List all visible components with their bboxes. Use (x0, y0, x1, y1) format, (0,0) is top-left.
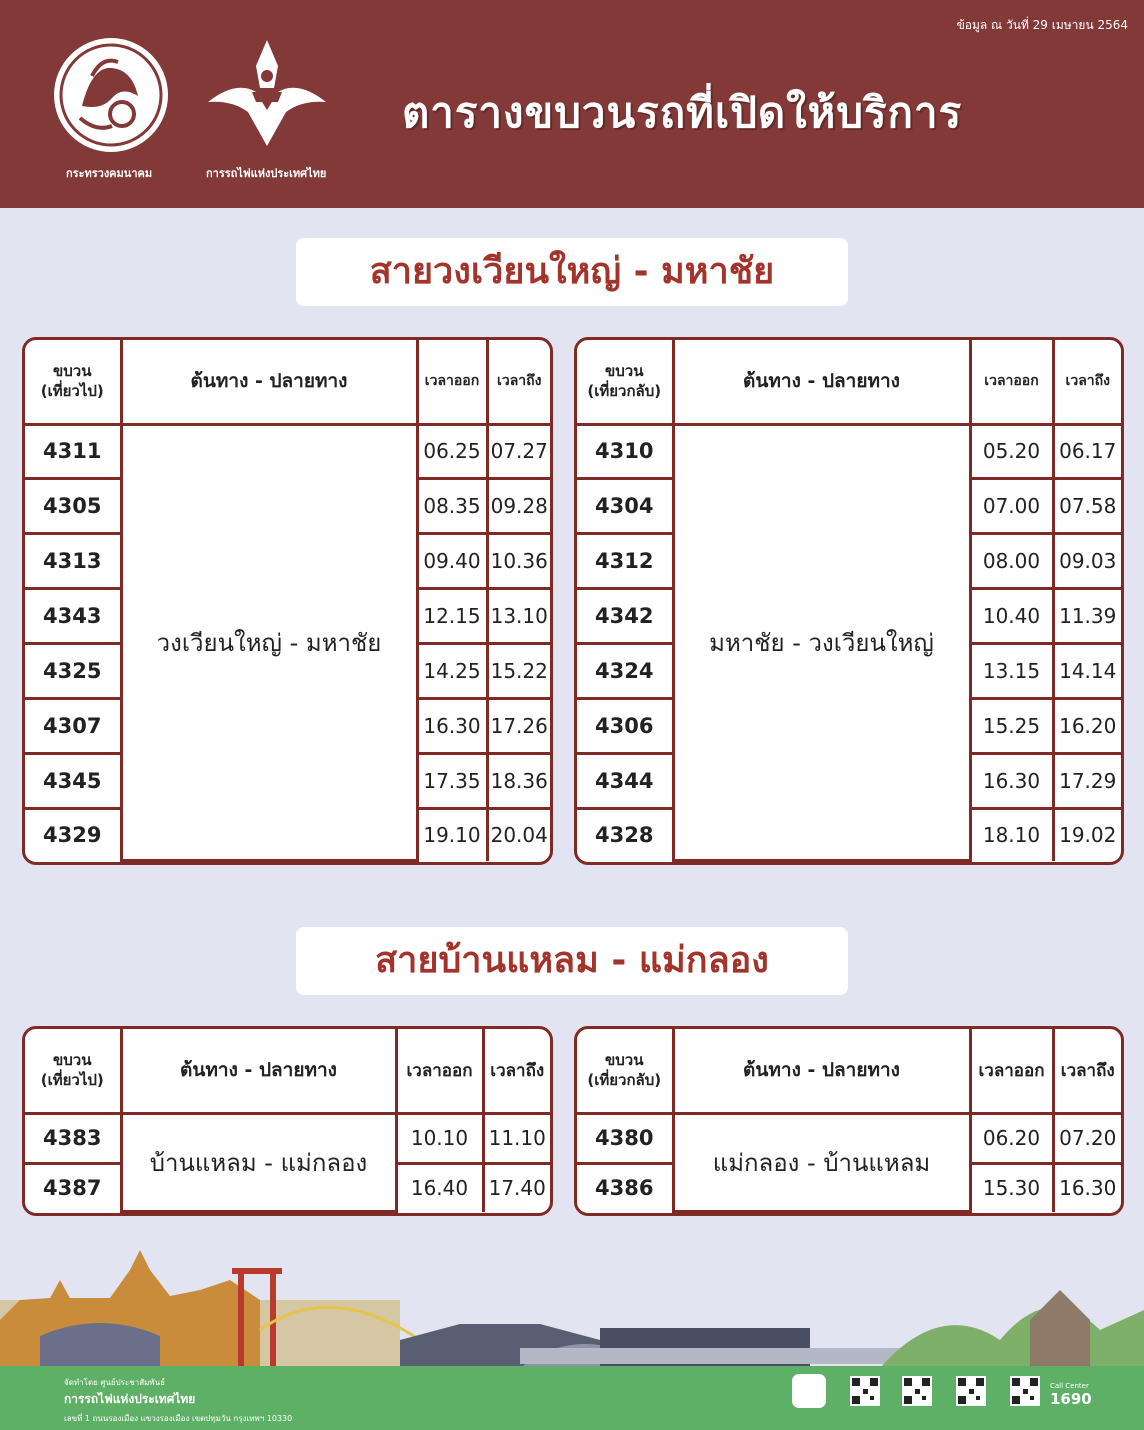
qr-code-icon[interactable] (1010, 1376, 1040, 1406)
header-arrive-time: เวลาถึง (1053, 1029, 1121, 1113)
footer-producer: จัดทำโดย ศูนย์ประชาสัมพันธ์ (64, 1378, 165, 1387)
arrive-time: 13.10 (487, 589, 550, 644)
header-depart-time: เวลาออก (417, 340, 487, 424)
arrive-time: 17.29 (1053, 754, 1121, 809)
qr-code-icon[interactable] (956, 1376, 986, 1406)
route-name: บ้านแหลม - แม่กลอง (121, 1113, 396, 1212)
timetable-banlaem-inbound (574, 1026, 1124, 1216)
arrive-time: 16.20 (1053, 699, 1121, 754)
qr-code-icon[interactable] (850, 1376, 880, 1406)
depart-time: 08.00 (970, 534, 1053, 589)
table-row (577, 424, 1121, 479)
train-number: 4313 (25, 534, 121, 589)
call-center-number: 1690 (1050, 1390, 1092, 1408)
arrive-time: 16.30 (1053, 1164, 1121, 1212)
table-row (577, 1113, 1121, 1164)
arrive-time: 11.10 (483, 1113, 550, 1164)
train-number: 4343 (25, 589, 121, 644)
train-number: 4328 (577, 809, 673, 861)
depart-time: 06.20 (970, 1113, 1053, 1164)
header-arrive-time: เวลาถึง (1053, 340, 1121, 424)
arrive-time: 09.03 (1053, 534, 1121, 589)
arrive-time: 07.27 (487, 424, 550, 479)
footer-org-name: การรถไฟแห่งประเทศไทย (64, 1392, 196, 1406)
train-number: 4329 (25, 809, 121, 861)
train-number: 4306 (577, 699, 673, 754)
train-number: 4324 (577, 644, 673, 699)
train-number: 4342 (577, 589, 673, 644)
header-train-number: ขบวน (เที่ยวไป) (25, 1029, 121, 1113)
call-center-label: Call Center (1050, 1382, 1089, 1390)
timetable-banlaem-outbound (22, 1026, 553, 1216)
depart-time: 16.40 (396, 1164, 483, 1212)
srt-caption: การรถไฟแห่งประเทศไทย (206, 167, 327, 180)
depart-time: 12.15 (417, 589, 487, 644)
arrive-time: 19.02 (1053, 809, 1121, 861)
footer-address: เลขที่ 1 ถนนรองเมือง แขวงรองเมือง เขตปทุมวัน กรุงเทพฯ 10330 (64, 1414, 293, 1423)
train-number: 4304 (577, 479, 673, 534)
train-number: 4312 (577, 534, 673, 589)
train-number: 4386 (577, 1164, 673, 1212)
data-date-note: ข้อมูล ณ วันที่ 29 เมษายน 2564 (956, 18, 1128, 32)
header-depart-time: เวลาออก (970, 340, 1053, 424)
arrive-time: 06.17 (1053, 424, 1121, 479)
arrive-time: 17.40 (483, 1164, 550, 1212)
depart-time: 17.35 (417, 754, 487, 809)
depart-time: 16.30 (417, 699, 487, 754)
arrive-time: 10.36 (487, 534, 550, 589)
header-depart-time: เวลาออก (970, 1029, 1053, 1113)
arrive-time: 18.36 (487, 754, 550, 809)
page-title: ตารางขบวนรถที่เปิดให้บริการ (402, 88, 963, 137)
arrive-time: 09.28 (487, 479, 550, 534)
route-name: มหาชัย - วงเวียนใหญ่ (673, 424, 970, 861)
header-train-number: ขบวน (เที่ยวไป) (25, 340, 121, 424)
arrive-time: 15.22 (487, 644, 550, 699)
section-title-wongwianyai-mahachai: สายวงเวียนใหญ่ - มหาชัย (296, 238, 848, 306)
depart-time: 18.10 (970, 809, 1053, 861)
depart-time: 09.40 (417, 534, 487, 589)
arrive-time: 11.39 (1053, 589, 1121, 644)
depart-time: 05.20 (970, 424, 1053, 479)
arrive-time: 20.04 (487, 809, 550, 861)
header-route: ต้นทาง - ปลายทาง (121, 340, 417, 424)
footer (0, 1366, 1144, 1430)
qr-code-icon[interactable] (902, 1376, 932, 1406)
header-arrive-time: เวลาถึง (487, 340, 550, 424)
thai-skyline-illustration (0, 1240, 1144, 1368)
train-number: 4387 (25, 1164, 121, 1212)
table-row (25, 1113, 550, 1164)
depart-time: 16.30 (970, 754, 1053, 809)
header-train-number: ขบวน (เที่ยวกลับ) (577, 340, 673, 424)
depart-time: 10.40 (970, 589, 1053, 644)
train-number: 4325 (25, 644, 121, 699)
train-number: 4380 (577, 1113, 673, 1164)
timetable-wongwianyai-outbound (22, 337, 553, 865)
train-number: 4307 (25, 699, 121, 754)
depart-time: 14.25 (417, 644, 487, 699)
timetable-wongwianyai-inbound (574, 337, 1124, 865)
srt-garuda-logo-icon (206, 36, 328, 154)
train-number: 4311 (25, 424, 121, 479)
section-title-banlaem-maeklong: สายบ้านแหลม - แม่กลอง (296, 927, 848, 995)
depart-time: 13.15 (970, 644, 1053, 699)
train-number: 4310 (577, 424, 673, 479)
depart-time: 19.10 (417, 809, 487, 861)
arrive-time: 07.20 (1053, 1113, 1121, 1164)
header-arrive-time: เวลาถึง (483, 1029, 550, 1113)
depart-time: 15.30 (970, 1164, 1053, 1212)
depart-time: 10.10 (396, 1113, 483, 1164)
train-number: 4345 (25, 754, 121, 809)
header-route: ต้นทาง - ปลายทาง (673, 340, 970, 424)
table-row (25, 424, 550, 479)
train-number: 4344 (577, 754, 673, 809)
call-center[interactable] (1050, 1382, 1092, 1408)
ministry-caption: กระทรวงคมนาคม (66, 167, 153, 180)
depart-time: 15.25 (970, 699, 1053, 754)
route-name: วงเวียนใหญ่ - มหาชัย (121, 424, 417, 861)
depart-time: 06.25 (417, 424, 487, 479)
header-route: ต้นทาง - ปลายทาง (121, 1029, 396, 1113)
train-number: 4383 (25, 1113, 121, 1164)
header-banner (0, 0, 1144, 208)
ministry-seal-icon (52, 36, 170, 154)
header-train-number: ขบวน (เที่ยวกลับ) (577, 1029, 673, 1113)
arrive-time: 07.58 (1053, 479, 1121, 534)
depart-time: 07.00 (970, 479, 1053, 534)
arrive-time: 14.14 (1053, 644, 1121, 699)
arrive-time: 17.26 (487, 699, 550, 754)
dtrs-app-icon[interactable] (792, 1374, 826, 1408)
header-depart-time: เวลาออก (396, 1029, 483, 1113)
depart-time: 08.35 (417, 479, 487, 534)
train-number: 4305 (25, 479, 121, 534)
header-route: ต้นทาง - ปลายทาง (673, 1029, 970, 1113)
route-name: แม่กลอง - บ้านแหลม (673, 1113, 970, 1212)
